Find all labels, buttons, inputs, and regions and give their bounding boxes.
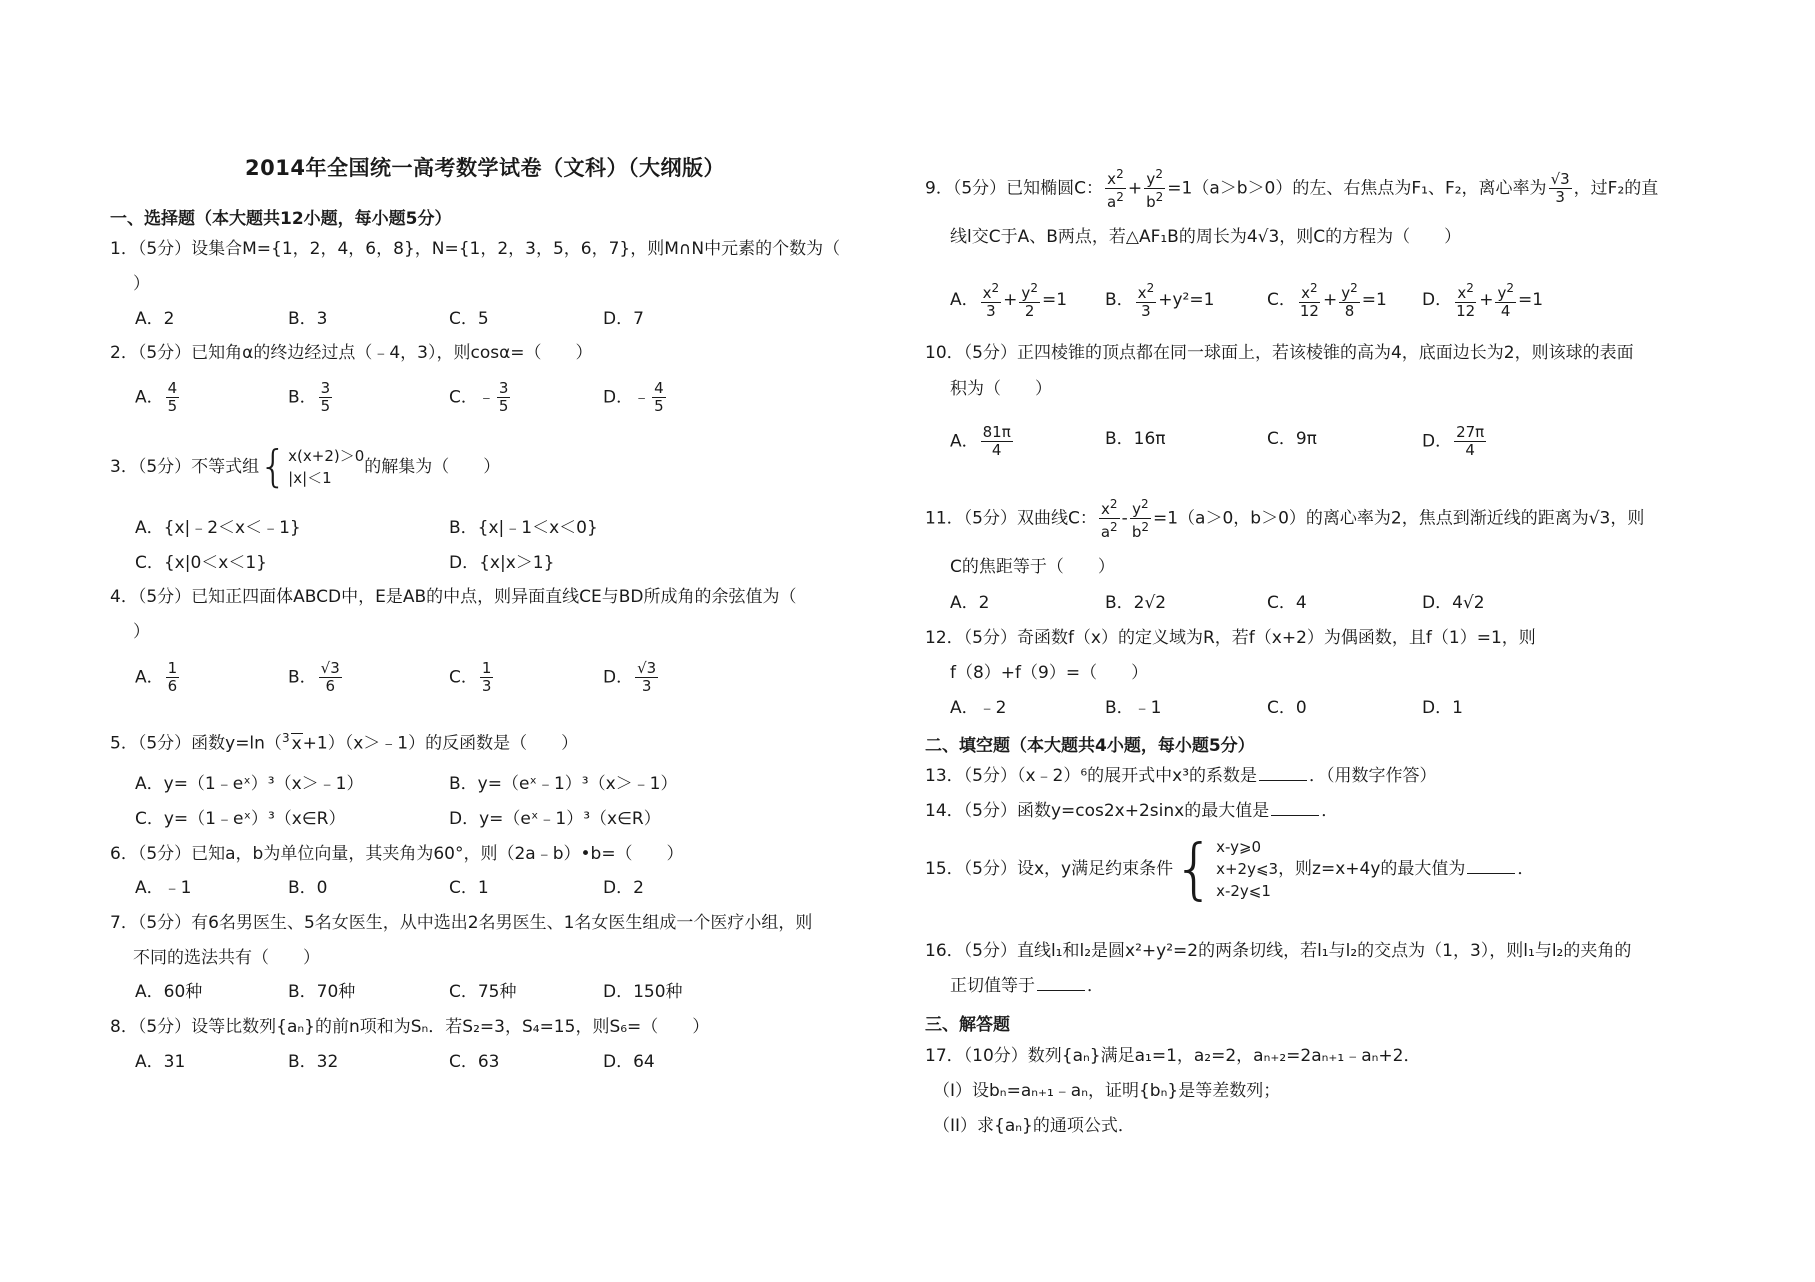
q1-option-a: A．2 (135, 309, 175, 329)
q15-constraints: { x-y⩾0 x+2y⩽3 x-2y⩽1 (1173, 830, 1279, 907)
q4-option-d: D． $\frac{√3}{3}$ (603, 659, 657, 695)
q7-option-a: A．60种 (135, 982, 203, 1002)
q8-option-d: D．64 (603, 1052, 655, 1072)
q7-stem-end: 不同的选法共有（ ） (133, 948, 320, 968)
q4-option-a: A． $\frac{1}{6}$ (135, 659, 178, 695)
q12-option-c: C．0 (1267, 698, 1307, 718)
q8-option-c: C．63 (449, 1052, 500, 1072)
q11-option-d: D．4√2 (1422, 593, 1485, 613)
q3-system: { x(x+2)＞0 |x|＜1 (259, 441, 365, 492)
q3-option-b: B．{x|﹣1＜x＜0} (449, 518, 598, 538)
q4-stem-end: ） (133, 622, 150, 642)
q8-option-a: A．31 (135, 1052, 186, 1072)
q9-option-d: D． $\frac{x^2}{12}$ + $\frac{y^2}{4}$ =1 (1422, 281, 1544, 320)
q6-option-b: B．0 (288, 878, 328, 898)
q1-option-c: C．5 (449, 309, 489, 329)
q4-option-c: C． $\frac{1}{3}$ (449, 659, 492, 695)
q6-stem: 6．（5分）已知a，b为单位向量，其夹角为60°，则（2a﹣b）•b=（ ） (110, 844, 684, 864)
q4-option-b: B． $\frac{√3}{6}$ (288, 659, 340, 695)
q1-stem-end: ） (133, 274, 150, 294)
q1-option-b: B．3 (288, 309, 328, 329)
q2-option-c: C．﹣ $\frac{3}{5}$ (449, 379, 509, 415)
q9-option-c: C． $\frac{x^2}{12}$ + $\frac{y^2}{8}$ =1 (1267, 281, 1387, 320)
q3-option-c: C．{x|0＜x＜1} (135, 553, 267, 573)
q11-stem-cont: C的焦距等于（ ） (950, 557, 1115, 577)
q7-option-b: B．70种 (288, 982, 356, 1002)
q14-stem: 14．（5分）函数y=cos2x+2sinx的最大值是 ． (925, 801, 1339, 821)
q10-stem: 10．（5分）正四棱锥的顶点都在同一球面上，若该棱锥的高为4，底面边长为2，则该球的表面 (925, 343, 1634, 363)
q5-option-d: D．y=（eˣ﹣1）³（x∈R） (449, 809, 661, 829)
q8-stem: 8．（5分）设等比数列{aₙ}的前n项和为Sₙ．若S₂=3，S₄=15，则S₆=（ ） (110, 1017, 710, 1037)
q11-option-b: B．2√2 (1105, 593, 1167, 613)
q12-option-b: B．﹣1 (1105, 698, 1162, 718)
q9-option-a: A． $\frac{x^2}{3}$ + $\frac{y^2}{2}$ =1 (950, 281, 1068, 320)
paper-title: 2014年全国统一高考数学试卷（文科）（大纲版） (245, 156, 725, 180)
q12-option-d: D．1 (1422, 698, 1463, 718)
q3-stem: 3．（5分）不等式组 { x(x+2)＞0 |x|＜1 的解集为（ ） (110, 441, 501, 492)
q11-option-c: C．4 (1267, 593, 1307, 613)
q10-option-c: C．9π (1267, 429, 1317, 449)
q12-option-a: A．﹣2 (950, 698, 1007, 718)
q11-stem: 11．（5分）双曲线C： $\frac{x^2}{a^2}$ - $\frac{y^2}{b^2}$ =1（a＞0，b＞0）的离心率为2，焦点到渐近线的距离为√3，则 (925, 497, 1645, 541)
q16-stem-cont: 正切值等于 ． (950, 976, 1104, 996)
q11-option-a: A．2 (950, 593, 990, 613)
q7-option-d: D．150种 (603, 982, 683, 1002)
section-multiple-choice: 一、选择题（本大题共12小题，每小题5分） (110, 209, 452, 229)
q2-option-d: D．﹣ $\frac{4}{5}$ (603, 379, 664, 415)
q13-answer-blank (1259, 766, 1307, 781)
q9-stem-cont: 线l交C于A、B两点，若△AF₁B的周长为4√3，则C的方程为（ ） (950, 227, 1462, 247)
q9-stem: 9．（5分）已知椭圆C： $\frac{x^2}{a^2}$ + $\frac{y^2}{b^2}$ =1（a＞b＞0）的左、右焦点为F₁、F₂，离心率为 $\frac{√3}{3}$ ，过F₂的直 (925, 167, 1659, 211)
q12-stem-cont: f（8）+f（9）=（ ） (950, 663, 1149, 683)
q17-stem: 17．（10分）数列{aₙ}满足a₁=1，a₂=2，aₙ₊₂=2aₙ₊₁﹣aₙ+2． (925, 1046, 1421, 1066)
q5-option-b: B．y=（eˣ﹣1）³（x＞﹣1） (449, 774, 678, 794)
q12-stem: 12．（5分）奇函数f（x）的定义域为R，若f（x+2）为偶函数，且f（1）=1，则 (925, 628, 1536, 648)
q5-option-c: C．y=（1﹣eˣ）³（x∈R） (135, 809, 346, 829)
q17-part-2: （II）求{aₙ}的通项公式． (933, 1116, 1135, 1136)
q10-option-b: B．16π (1105, 429, 1166, 449)
section-fill-in: 二、填空题（本大题共4小题，每小题5分） (925, 736, 1255, 756)
q10-stem-cont: 积为（ ） (950, 379, 1052, 399)
q14-answer-blank (1271, 801, 1319, 816)
q8-option-b: B．32 (288, 1052, 339, 1072)
q6-option-a: A．﹣1 (135, 878, 192, 898)
q7-option-c: C．75种 (449, 982, 517, 1002)
q17-part-1: （I）设bₙ=aₙ₊₁﹣aₙ，证明{bₙ}是等差数列； (933, 1081, 1281, 1101)
q15-stem: 15．（5分）设x，y满足约束条件 { x-y⩾0 x+2y⩽3 x-2y⩽1 ，则z=x+4y的最大值为 ． (925, 830, 1535, 907)
q16-stem: 16．（5分）直线l₁和l₂是圆x²+y²=2的两条切线，若l₁与l₂的交点为（1，3），则l₁与l₂的夹角的 (925, 941, 1632, 961)
q10-option-d: D． $\frac{27\pi}{4}$ (1422, 423, 1485, 459)
q5-option-a: A．y=（1﹣eˣ）³（x＞﹣1） (135, 774, 364, 794)
q13-stem: 13．（5分）（x﹣2）⁶的展开式中x³的系数是 ．（用数字作答） (925, 766, 1437, 786)
q6-option-d: D．2 (603, 878, 644, 898)
q4-stem: 4．（5分）已知正四面体ABCD中，E是AB的中点，则异面直线CE与BD所成角的余弦值为（ (110, 587, 797, 607)
q2-option-b: B． $\frac{3}{5}$ (288, 379, 331, 415)
q15-answer-blank (1467, 859, 1515, 874)
q3-option-a: A．{x|﹣2＜x＜﹣1} (135, 518, 301, 538)
q5-stem: 5．（5分）函数y=ln（$^3$ x+1）（x＞﹣1）的反函数是（ ） (110, 731, 579, 754)
q6-option-c: C．1 (449, 878, 489, 898)
q10-option-a: A． $\frac{81\pi}{4}$ (950, 423, 1011, 459)
q1-option-d: D．7 (603, 309, 644, 329)
q3-option-d: D．{x|x＞1} (449, 553, 555, 573)
section-solution: 三、解答题 (925, 1015, 1010, 1035)
q2-option-a: A． $\frac{4}{5}$ (135, 379, 178, 415)
q9-option-b: B． $\frac{x^2}{3}$ +y²=1 (1105, 281, 1215, 320)
q2-stem: 2．（5分）已知角α的终边经过点（﹣4，3），则cosα=（ ） (110, 343, 593, 363)
q16-answer-blank (1037, 976, 1085, 991)
q7-stem: 7．（5分）有6名男医生、5名女医生，从中选出2名男医生、1名女医生组成一个医疗小组，则 (110, 913, 813, 933)
q1-stem: 1．（5分）设集合M={1，2，4，6，8}，N={1，2，3，5，6，7}，则M∩N中元素的个数为（ (110, 239, 841, 259)
